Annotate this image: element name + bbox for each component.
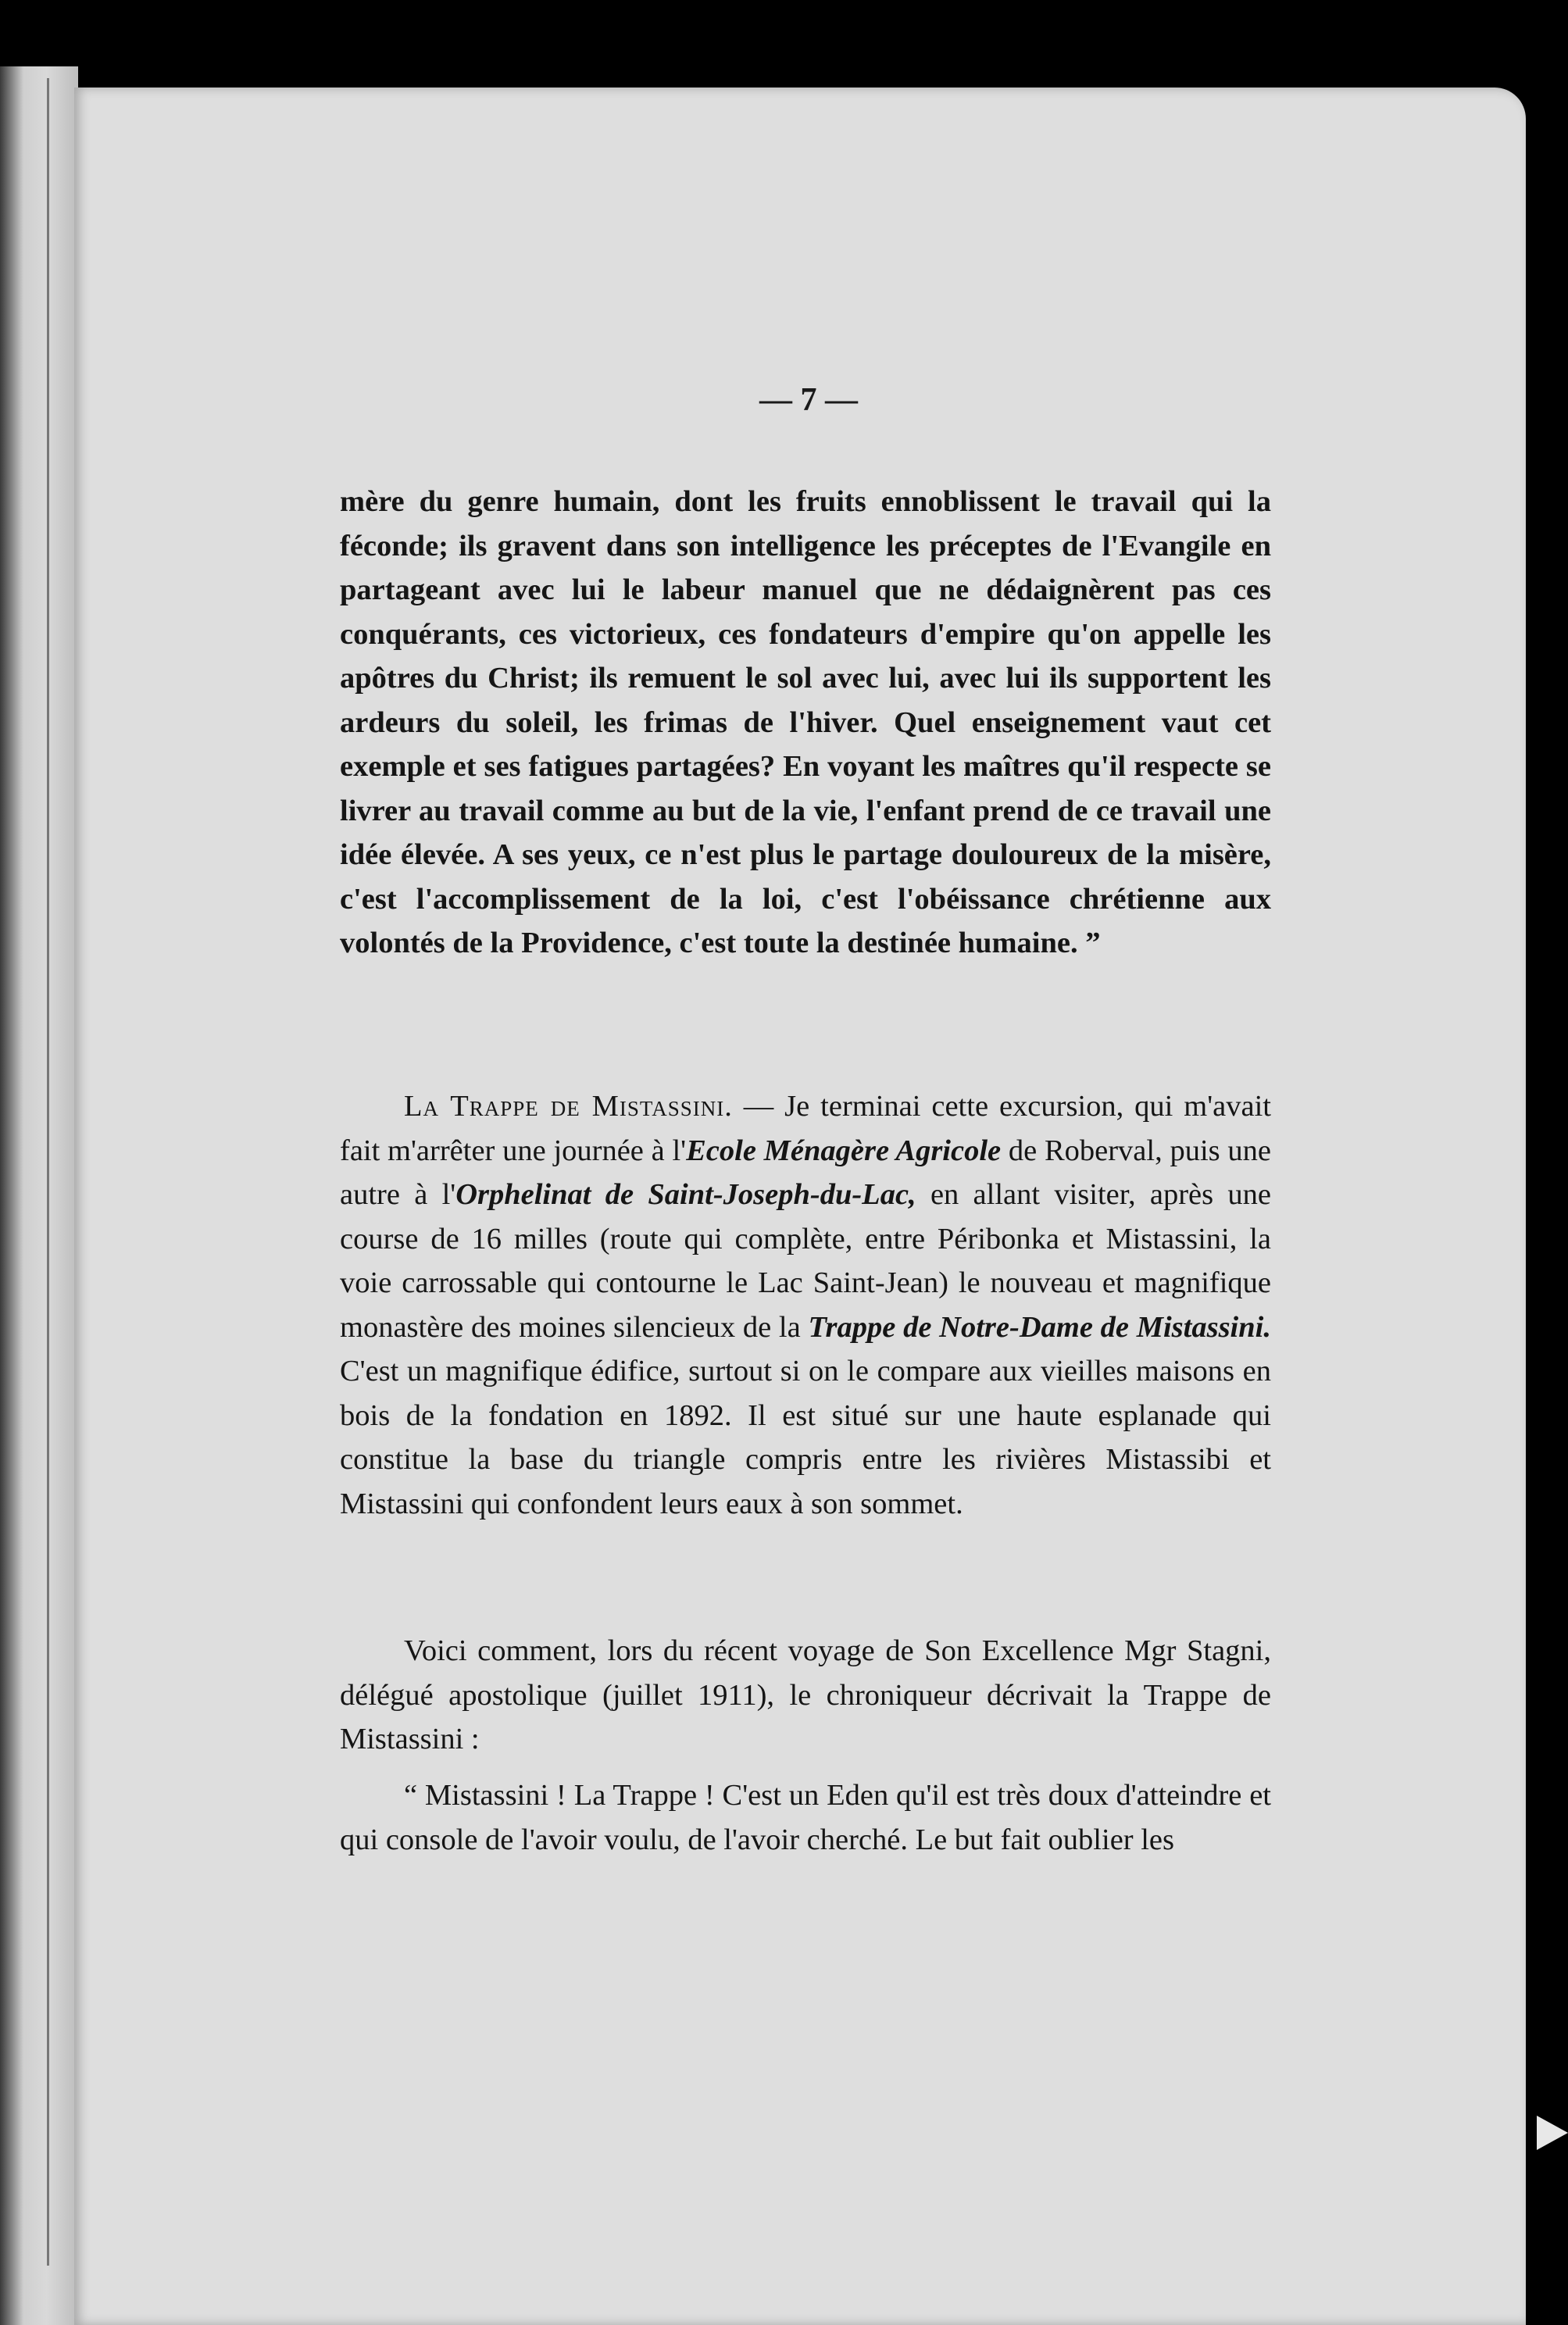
page-fold-mark [1537, 2116, 1568, 2150]
page-number: — 7 — [759, 382, 858, 418]
paragraph-2-text-2: de Roberval, puis une autre à l' [340, 1134, 1271, 1211]
binding-line [47, 78, 49, 2266]
paragraph-2-text-4: C'est un magnifique édifice, surtout si on le compare aux vieilles maisons en bois de la fondation en 1892. Il est situé sur une haute esplanade qui constitue la base du triangle compris entre les rivières Mistassibi et Mistassini qui confondent leurs eaux à son sommet. [340, 1355, 1271, 1520]
paragraph-2-text-3: en allant visiter, après une course de 16 milles (route qui complète, entre Péribonka et Mistassini, la voie carrossable qui contourne le Lac Saint-Jean) le nouveau et magnifique monastère des moines silencieux de la [340, 1178, 1271, 1344]
italic-title-1: Ecole Ménagère Agricole [686, 1134, 1002, 1167]
paragraph-2 [340, 1084, 1271, 1526]
paragraph-4: “ Mistassini ! La Trappe ! C'est un Eden qu'il est très doux d'atteindre et qui console de l'avoir voulu, de l'avoir cherché. Le but fait oublier les [340, 1779, 1271, 1856]
paragraph-3: Voici comment, lors du récent voyage de Son Excellence Mgr Stagni, délégué apostolique (juillet 1911), le chroniqueur décrivait la Trappe de Mistassini : [340, 1634, 1271, 1755]
binding-edge [0, 66, 78, 2325]
italic-title-2: Orphelinat de Saint-Joseph-du-Lac, [455, 1178, 916, 1211]
paragraph-1: mère du genre humain, dont les fruits ennoblissent le travail qui la féconde; ils gravent dans son intelligence les préceptes de l'Evangile en partageant avec lui le labeur manuel que ne dédaignèrent pas ces conquérants, ces victorieux, ces fondateurs d'empire qu'on appelle les apôtres du Christ; ils remuent le sol avec lui, avec lui ils supportent les ardeurs du soleil, les frimas de l'hiver. Quel enseignement vaut cet exemple et ses fatigues partagées? En voyant les maîtres qu'il respecte se livrer au travail comme au but de la vie, l'enfant prend de ce travail une idée élevée. A ses yeux, ce n'est plus le partage douloureux de la misère, c'est l'accomplissement de la loi, c'est l'obéissance chrétienne aux volontés de la Providence, c'est toute la destinée humaine. ” [340, 485, 1271, 959]
section-heading: La Trappe de Mistassini. [404, 1090, 733, 1123]
italic-title-3: Trappe de Notre-Dame de Mistassini. [808, 1310, 1271, 1344]
paragraph-2-text-1: — Je terminai cette excursion, qui m'avait fait m'arrêter une journée à l' [340, 1090, 1271, 1167]
